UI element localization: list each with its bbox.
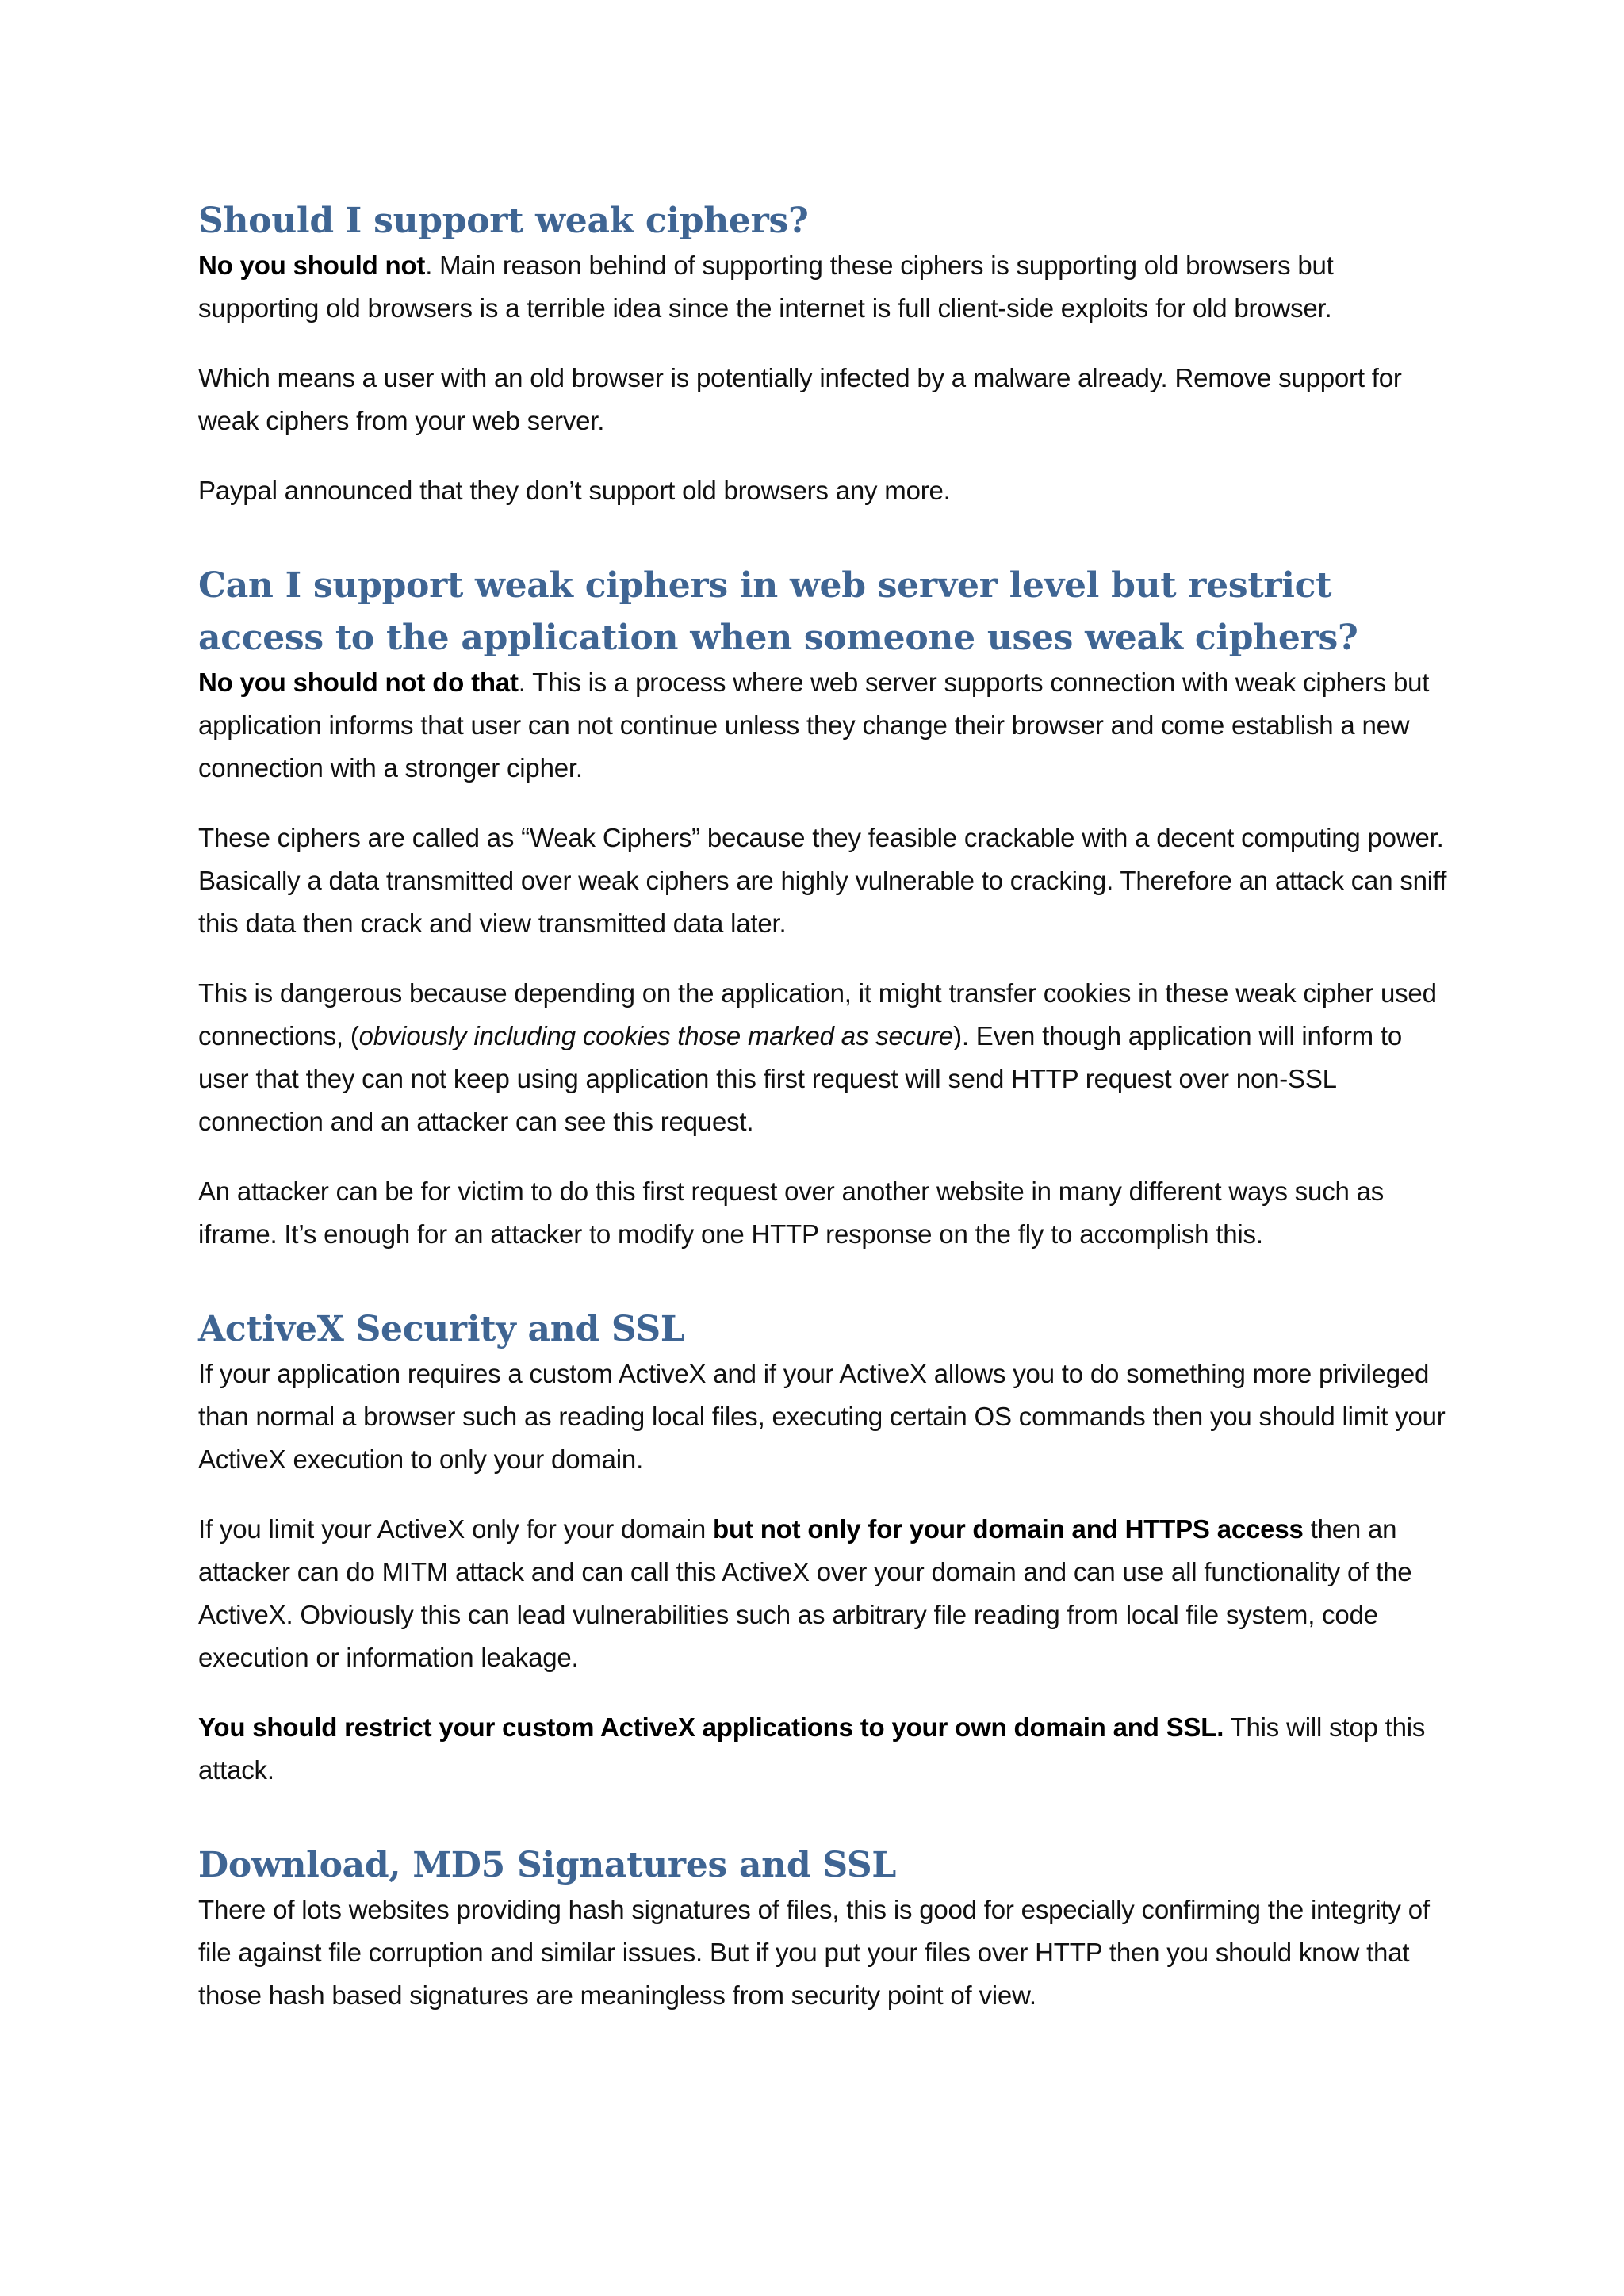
section-heading: Should I support weak ciphers? [198,201,809,241]
section-activex-security [198,1303,1451,1792]
paragraph [198,972,1451,1143]
section-heading: ActiveX Security and SSL [198,1309,685,1349]
bold-text: You should restrict your custom ActiveX applications to your own domain and SSL. [198,1712,1224,1742]
paragraph-text: ). Even though application will inform to user that they can not keep using application this first request will send HTTP request over non-SSL connection and an attacker can see this request. [198,1021,1402,1136]
paragraph-text: Which means a user with an old browser is potentially infected by a malware already. Remove support for weak ciphers from your web server. [198,363,1402,435]
paragraph-text: If you limit your ActiveX only for your domain [198,1514,714,1544]
italic-text: obviously including cookies those marked as secure [358,1021,954,1050]
section-restrict-weak-ciphers [198,560,1451,1256]
section-heading: Can I support weak ciphers in web server level but restrict access to the application when someone uses weak ciphers? [198,565,1358,658]
paragraph [198,244,1451,330]
paragraph-text: then an attacker can do MITM attack and can call this ActiveX over your domain and can use all functionality of the ActiveX. Obviously this can lead vulnerabilities such as arbitrary file reading from local file system, code execution or information leakage. [198,1514,1412,1672]
paragraph-text: . This is a process where web server supports connection with weak ciphers but application informs that user can not continue unless they change their browser and come establish a new connection with a stronger cipher. [198,668,1430,783]
paragraph-text: These ciphers are called as “Weak Ciphers” because they feasible crackable with a decent computing power. Basically a data transmitted over weak ciphers are highly vulnerable to cracking. Therefore an attack can sniff this data then crack and view transmitted data later. [198,823,1447,938]
paragraph-text: Paypal announced that they don’t support old browsers any more. [198,476,951,505]
paragraph-text: This will stop this attack. [198,1712,1426,1785]
paragraph [198,469,1451,512]
paragraph [198,817,1451,945]
paragraph [198,661,1451,790]
paragraph-text: . Main reason behind of supporting these ciphers is supporting old browsers but supporting old browsers is a terrible idea since the internet is full client-side exploits for old browser. [198,251,1334,323]
section-heading: Download, MD5 Signatures and SSL [198,1845,896,1885]
paragraph [198,1353,1451,1481]
bold-text: No you should not do that [198,668,519,697]
paragraph-text: This is dangerous because depending on the application, it might transfer cookies in these weak cipher used connections, ( [198,978,1437,1050]
paragraph [198,1170,1451,1256]
paragraph-text: An attacker can be for victim to do this first request over another website in many different ways such as iframe. It’s enough for an attacker to modify one HTTP response on the fly to accomplish this. [198,1177,1385,1249]
section-download-md5 [198,1839,1451,2017]
paragraph [198,1706,1451,1792]
document-page [198,195,1451,2064]
bold-text: No you should not [198,251,426,280]
paragraph [198,1888,1451,2017]
paragraph-text: There of lots websites providing hash signatures of files, this is good for especially confirming the integrity of file against file corruption and similar issues. But if you put your files over HTTP then you should know that those hash based signatures are meaningless from security point of view. [198,1895,1430,2010]
paragraph-text: If your application requires a custom ActiveX and if your ActiveX allows you to do something more privileged than normal a browser such as reading local files, executing certain OS commands then you should limit your ActiveX execution to only your domain. [198,1359,1446,1474]
paragraph [198,1508,1451,1679]
section-weak-ciphers [198,195,1451,512]
bold-text: but not only for your domain and HTTPS access [713,1514,1304,1544]
paragraph [198,357,1451,442]
